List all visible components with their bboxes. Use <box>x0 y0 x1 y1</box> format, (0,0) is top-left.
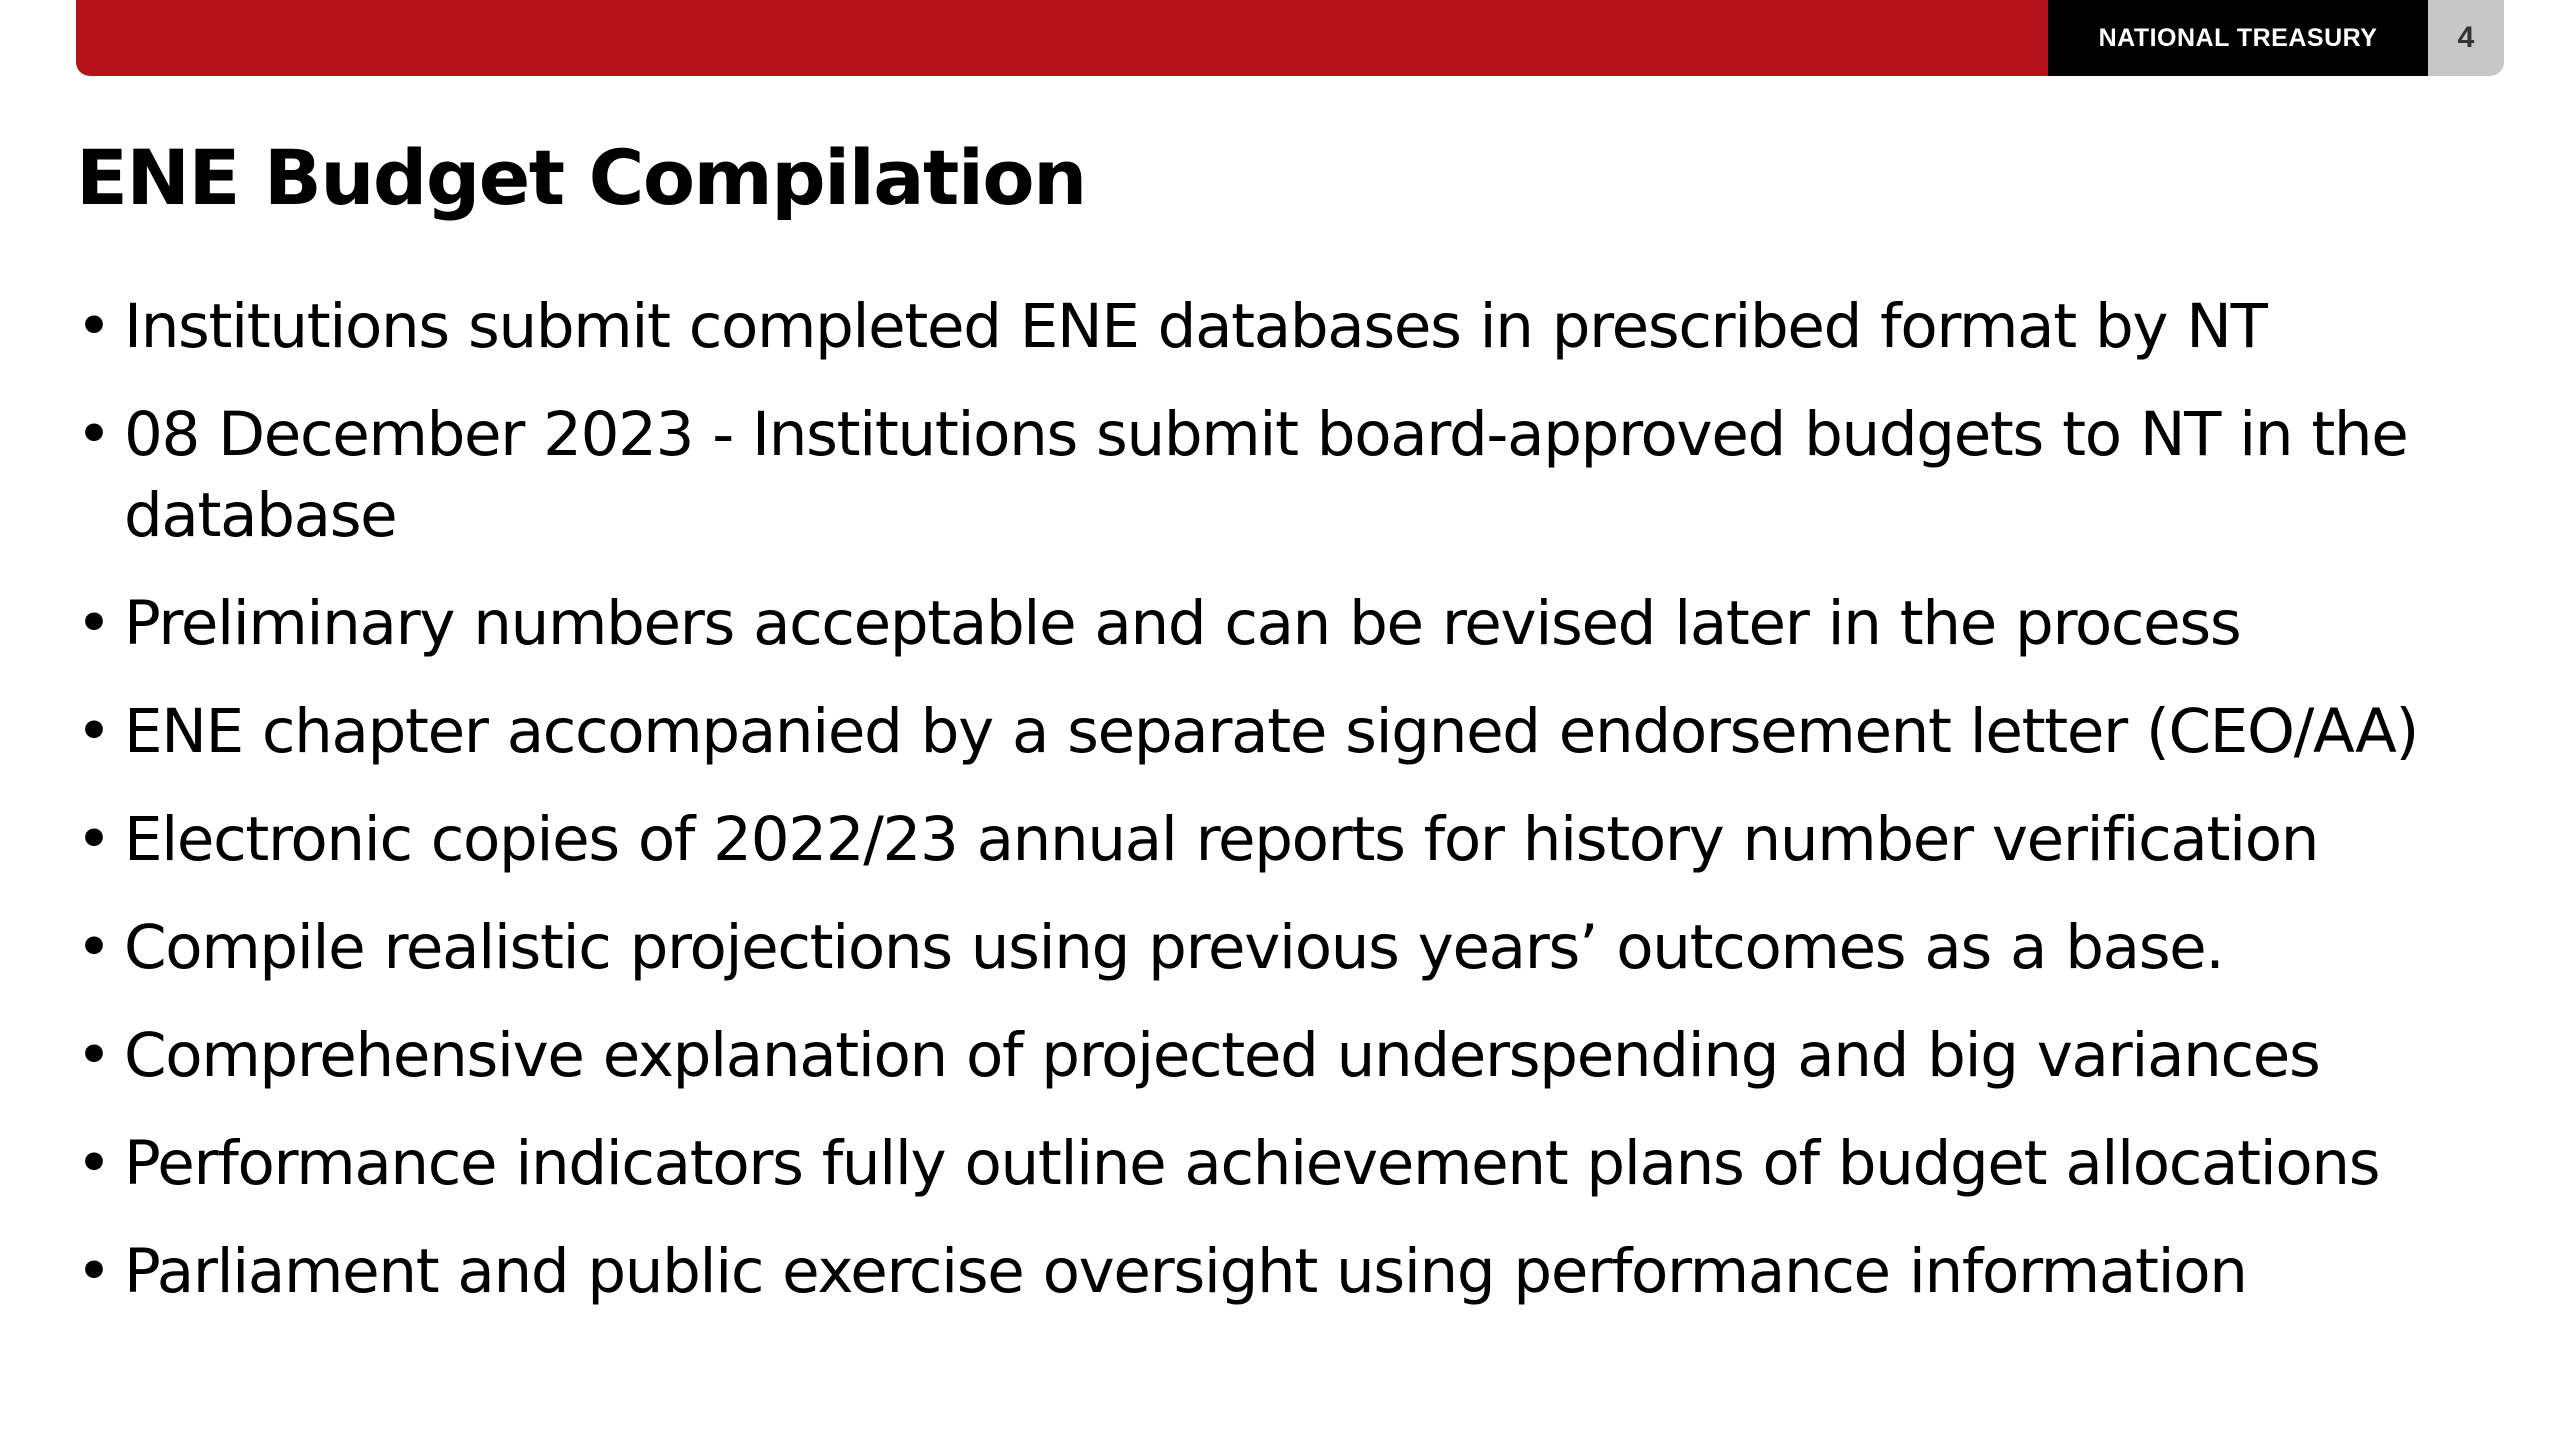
bullet-text: Compile realistic projections using previous years’ outcomes as a base. <box>124 912 2224 983</box>
bullet-text: Performance indicators fully outline achievement plans of budget allocations <box>124 1128 2380 1199</box>
bullet-item <box>76 286 2516 367</box>
bullet-icon: • <box>76 1128 111 1199</box>
bullet-icon: • <box>76 804 111 875</box>
bullet-text: Institutions submit completed ENE databases in prescribed format by NT <box>124 291 2267 362</box>
bullet-item <box>76 394 2516 556</box>
bullet-icon: • <box>76 1236 111 1307</box>
bullet-icon: • <box>76 291 111 362</box>
bullet-text: ENE chapter accompanied by a separate signed endorsement letter (CEO/AA) <box>124 696 2419 767</box>
bullet-icon: • <box>76 912 111 983</box>
bullet-icon: • <box>76 1020 111 1091</box>
bullet-list <box>76 286 2516 1339</box>
bullet-item <box>76 1123 2516 1204</box>
header-bar <box>76 0 2504 76</box>
bullet-item <box>76 691 2516 772</box>
bullet-text: Comprehensive explanation of projected underspending and big variances <box>124 1020 2320 1091</box>
bullet-item <box>76 1015 2516 1096</box>
bullet-text: 08 December 2023 - Institutions submit board-approved budgets to NT in the database <box>124 399 2408 551</box>
bullet-item <box>76 907 2516 988</box>
page-number: 4 <box>2428 0 2504 76</box>
bullet-icon: • <box>76 696 111 767</box>
bullet-text: Electronic copies of 2022/23 annual reports for history number verification <box>124 804 2319 875</box>
bullet-icon: • <box>76 399 111 470</box>
header-accent-strip <box>76 0 2048 76</box>
bullet-icon: • <box>76 588 111 659</box>
brand-label: NATIONAL TREASURY <box>2048 0 2428 76</box>
bullet-text: Preliminary numbers acceptable and can be revised later in the process <box>124 588 2241 659</box>
bullet-item <box>76 583 2516 664</box>
bullet-item <box>76 1231 2516 1312</box>
bullet-text: Parliament and public exercise oversight using performance information <box>124 1236 2247 1307</box>
bullet-item <box>76 799 2516 880</box>
slide-title: ENE Budget Compilation <box>76 133 1086 222</box>
